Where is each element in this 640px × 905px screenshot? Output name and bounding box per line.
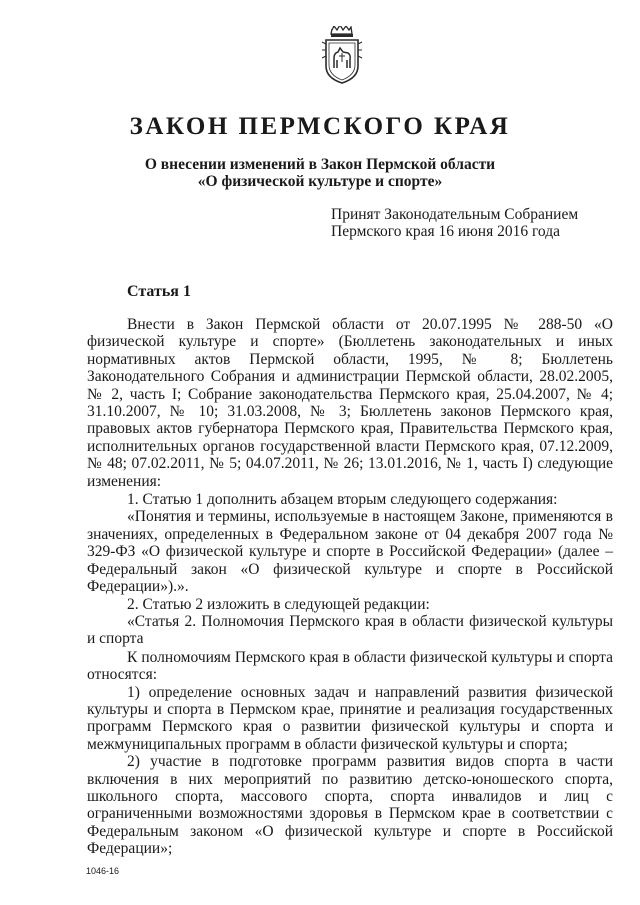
law-title: ЗАКОН ПЕРМСКОГО КРАЯ — [129, 113, 511, 140]
perm-krai-coat-of-arms-icon — [320, 26, 364, 84]
article-body — [87, 316, 613, 858]
subtitle-line-2: «О физической культуре и спорте» — [197, 173, 443, 190]
paragraph-power-1: 1) определение основных задач и направлений развития физической культуры и спорта в Пермском крае, принятие и реализация государственных программ Пермского края о развитии физической культуры и спорта и межмуниципальных программ в области физической культуры и спорта; — [87, 683, 613, 753]
paragraph-item-1-text: «Понятия и термины, используемые в настоящем Законе, применяются в значениях, определенных в Федеральном законе от 04 декабря 2007 года № 329-ФЗ «О физической культуре и спорте в Российской Федерации» (далее – Федеральный закон «О физической культуре и спорте в Российской Федерации»).». — [87, 508, 613, 596]
article-heading: Статья 1 — [127, 283, 191, 300]
adoption-line-1: Принят Законодательным Собранием — [331, 206, 579, 223]
subtitle-line-1: О внесении изменений в Закон Пермской области — [144, 156, 496, 173]
paragraph-amendment-intro: Внести в Закон Пермской области от 20.07.1995 № 288-50 «О физической культуре и спорте» (Бюллетень законодательных и иных нормативных актов Пермской области, 1995, № 8; Бюллетень Законодательного Собрания и администрации Пермской области, 28.02.2005, № 2, часть I; Собрание законодательства Пермского края, 25.04.2007, № 4; 31.10.2007, № 10; 31.03.2008, № 3; Бюллетень законов Пермского края, правовых актов губернатора Пермского края, Правительства Пермского края, исполнительных органов государственной власти Пермского края, 07.12.2009, № 48; 07.02.2011, № 5; 04.07.2011, № 26; 13.01.2016, № 1, часть I) следующие изменения: — [87, 316, 613, 490]
adoption-note — [331, 206, 578, 240]
paragraph-article-2-heading: «Статья 2. Полномочия Пермского края в области физической культуры и спорта — [87, 612, 613, 648]
paragraph-power-2: 2) участие в подготовке программ развития видов спорта в части включения в них мероприятий по развитию детско-юношеского спорта, школьного спорта, массового спорта, спорта инвалидов и лиц с ограниченными возможностями здоровья в Пермском крае в соответствии с Федеральным законом «О физической культуре и спорте в Российской Федерации»; — [87, 753, 613, 858]
paragraph-item-2: 2. Статью 2 изложить в следующей редакции: — [127, 595, 430, 613]
law-subtitle — [0, 156, 640, 190]
paragraph-item-1: 1. Статью 1 дополнить абзацем вторым следующего содержания: — [127, 491, 558, 509]
paragraph-powers-intro: К полномочиям Пермского края в области физической культуры и спорта относятся: — [87, 648, 613, 684]
document-code: 1046-16 — [86, 866, 120, 876]
adoption-line-2: Пермского края 16 июня 2016 года — [331, 223, 560, 240]
